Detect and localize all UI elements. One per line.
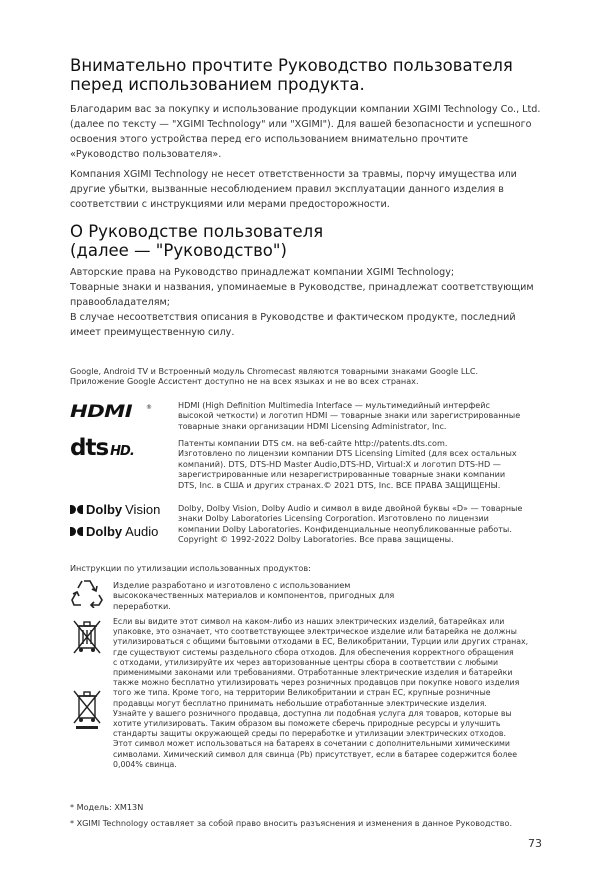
about-heading-line2: (далее — "Руководство") — [70, 241, 287, 260]
text-line: Изготовлено по лицензии компании DTS Licensing Limited (для всех остальных — [178, 448, 517, 459]
hdmi-logo-text: HDMI — [70, 402, 132, 422]
text-line: Узнайте у вашего розничного продавца, доступна ли подобная услуга для товаров, которые вы — [113, 708, 512, 718]
about-manual-section — [70, 222, 570, 340]
text-line: хотите утилизировать. Таким образом вы поможете сберечь природные ресурсы и улучшить — [113, 719, 501, 729]
dts-text — [178, 438, 568, 490]
recycle-text — [113, 580, 443, 611]
intro-section — [70, 56, 570, 212]
dts-hd-logo — [70, 435, 134, 461]
text-line: HDMI (High Definition Multimedia Interface — мультимедийный интерфейс — [178, 400, 490, 410]
dolby-audio-logo — [70, 524, 158, 539]
text-line: переработки. — [113, 600, 171, 611]
text-line: Патенты компании DTS см. на веб-сайте http://patents.dts.com. — [178, 438, 448, 448]
intro-paragraph-1 — [70, 102, 570, 162]
dolby-text — [178, 503, 568, 545]
text-line: высококачественных материалов и компонентов, пригодных для — [113, 590, 395, 601]
battery-bin-icon — [72, 688, 102, 734]
dts-logo-text: dts — [70, 435, 109, 461]
text-line: имеет преимущественную силу. — [70, 327, 235, 338]
text-line: Авторские права на Руководство принадлежат компании XGIMI Technology; — [70, 267, 455, 278]
text-line: Google, Android TV и Встроенный модуль Chromecast являются товарными знаками Google LLC. — [70, 366, 479, 376]
intro-heading-line1: Внимательно прочтите Руководство пользователя — [70, 56, 513, 75]
text-line: того же типа. Кроме того, на территории Великобритании и стран ЕС, крупные розничные — [113, 688, 491, 698]
about-manual-heading — [70, 222, 570, 260]
hdmi-text — [178, 400, 568, 431]
text-line: Copyright © 1992-2022 Dolby Laboratories. Все права защищены. — [178, 534, 454, 545]
dolby-brand-text: Dolby — [86, 524, 123, 539]
recycling-heading: Инструкции по утилизации использованных продуктов: — [70, 563, 311, 573]
weee-text — [113, 617, 543, 770]
text-line: правообладателям; — [70, 297, 170, 308]
text-line: символами. Химический символ для свинца (Pb) присутствует, если в батарее содержится более — [113, 749, 518, 759]
rights-footnote: * XGIMI Technology оставляет за собой право вносить разъяснения и изменения в данное Руководство. — [70, 818, 513, 828]
intro-heading — [70, 56, 570, 94]
text-line: Если вы видите этот символ на каком-либо из наших электрических изделий, батарейках или — [113, 617, 505, 626]
text-line: компаний). DTS, DTS-HD Master Audio,DTS-HD, Virtual:X и логотип DTS-HD — — [178, 458, 501, 469]
about-heading-line1: О Руководстве пользователя — [70, 222, 324, 241]
text-line: освоения этого устройства перед его использованием внимательно прочтите — [70, 134, 469, 145]
model-footnote: * Модель: XM13N — [70, 802, 144, 812]
google-notice — [70, 366, 570, 387]
text-line: Dolby, Dolby Vision, Dolby Audio и символ в виде двойной буквы «D» — товарные — [178, 503, 523, 513]
text-line: с отходами, утилизируйте их через авторизованные центры сбора в соответствии с любыми — [113, 657, 499, 667]
registered-mark: ® — [146, 404, 152, 411]
text-line: упаковке, это означает, что соответствующее электрическое изделие или батарейка не должны — [113, 627, 517, 637]
text-line: Товарные знаки и названия, упоминаемые в Руководстве, принадлежат соответствующим — [70, 282, 534, 293]
text-line: стандарты защиты окружающей среды по переработке и утилизации электрических отходов. — [113, 729, 506, 739]
text-line: утилизироваться с общими бытовыми отходами в ЕС, Великобритании, Турции или других странах, — [113, 637, 529, 647]
text-line: «Руководство пользователя». — [70, 149, 222, 160]
text-line: где существуют системы раздельного сбора отходов. Для обеспечения корректного обращения — [113, 647, 514, 657]
text-line: Приложение Google Ассистент доступно не на всех языках и не во всех странах. — [70, 376, 419, 387]
text-line: В случае несоответствия описания в Руководстве и фактическом продукте, последний — [70, 312, 516, 323]
text-line: Этот символ может использоваться на батареях в сочетании с дополнительными химическими — [113, 739, 510, 749]
dolby-vision-text: Vision — [125, 502, 161, 517]
intro-heading-line2: перед использованием продукта. — [70, 75, 365, 94]
text-line: Изделие разработано и изготовлено с использованием — [113, 580, 351, 590]
text-line: другие убытки, вызванные несоблюдением правил эксплуатации данного изделия в — [70, 184, 504, 195]
text-line: высокой четкости) и логотип HDMI — товарные знаки или зарегистрированные — [178, 410, 521, 421]
text-line: зарегистрированные или незарегистрированные товарные знаки компании — [178, 469, 506, 480]
text-line: товарные знаки организации HDMI Licensing Administrator, Inc. — [178, 420, 447, 431]
dolby-double-d-icon — [70, 527, 83, 536]
text-line: (далее по тексту — "XGIMI Technology" или "XGIMI"). Для вашей безопасности и успешного — [70, 119, 532, 130]
text-line: Благодарим вас за покупку и использование продукции компании XGIMI Technology Co., Ltd. — [70, 104, 541, 115]
text-line: DTS, Inc. в США и других странах.© 2021 DTS, Inc. ВСЕ ПРАВА ЗАЩИЩЕНЫ. — [178, 479, 501, 490]
text-line: продавцы могут бесплатно принимать небольшие отработанные электрические изделия. — [113, 698, 487, 708]
text-line: Компания XGIMI Technology не несет ответственности за травмы, порчу имущества или — [70, 169, 517, 180]
text-line: 0,004% свинца. — [113, 759, 177, 769]
dolby-vision-logo — [70, 502, 160, 517]
dolby-double-d-icon — [70, 505, 83, 514]
page-number: 73 — [528, 837, 542, 850]
dts-hd-suffix: HD. — [110, 444, 134, 459]
text-line: применимыми законами или требованиями. Отработанные электрические изделия и батарейки — [113, 668, 513, 678]
text-line: знаки Dolby Laboratories Licensing Corporation. Изготовлено по лицензии — [178, 513, 489, 524]
hdmi-logo — [70, 402, 170, 424]
text-line: соответствии с инструкциями или мерами предосторожности. — [70, 199, 390, 210]
about-manual-text — [70, 265, 570, 340]
weee-bin-icon — [72, 618, 102, 662]
dolby-brand-text: Dolby — [86, 502, 123, 517]
dolby-audio-text: Audio — [125, 524, 159, 539]
text-line: компании Dolby Laboratories. Конфиденциальные неопубликованные работы. — [178, 523, 512, 534]
intro-paragraph-2 — [70, 167, 570, 212]
text-line: также можно бесплатно утилизировать через розничных продавцов при покупке нового изделия — [113, 678, 520, 688]
recycle-icon — [70, 578, 104, 612]
